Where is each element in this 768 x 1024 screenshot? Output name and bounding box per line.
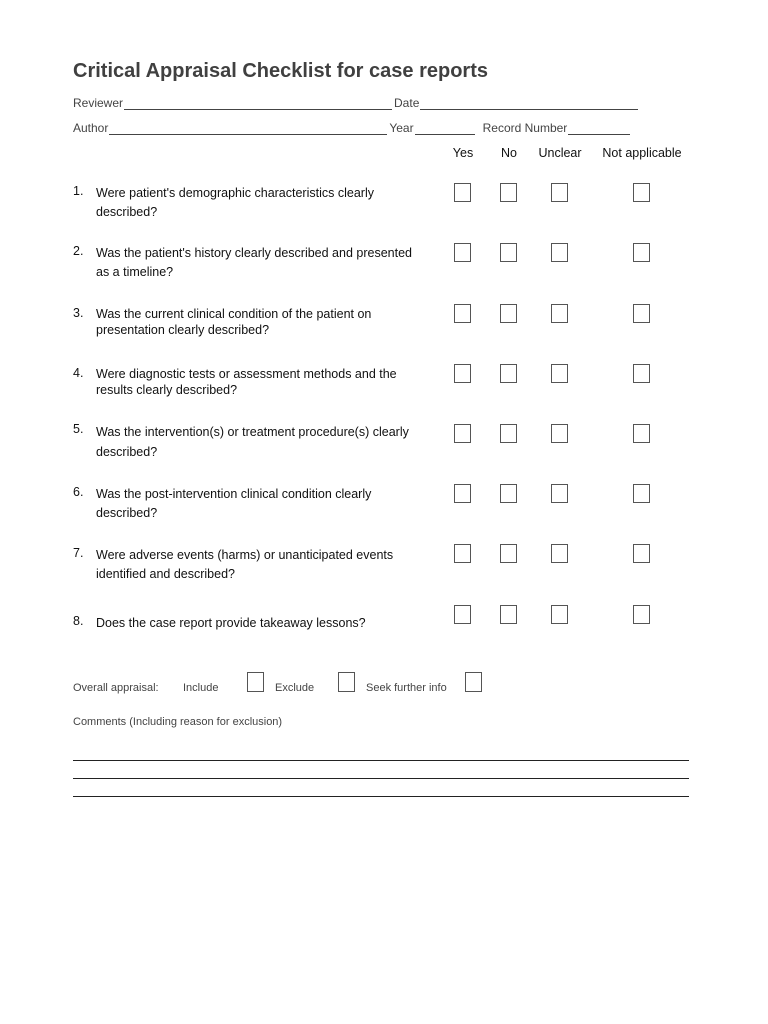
exclude-checkbox[interactable] bbox=[338, 672, 355, 692]
question-text: Were diagnostic tests or assessment methods and the results clearly described? bbox=[96, 367, 397, 397]
include-checkbox[interactable] bbox=[247, 672, 264, 692]
comment-line-3[interactable] bbox=[73, 796, 689, 797]
comments-label: Comments (Including reason for exclusion) bbox=[73, 716, 283, 728]
checkbox-yes[interactable] bbox=[454, 364, 471, 383]
date-field[interactable] bbox=[420, 98, 638, 110]
checkbox-not-applicable[interactable] bbox=[633, 304, 650, 323]
question-number: 7. bbox=[73, 546, 84, 560]
column-header-yes: Yes bbox=[452, 146, 474, 160]
include-label: Include bbox=[183, 682, 219, 694]
reviewer-date-row bbox=[73, 96, 640, 110]
question-text: Were adverse events (harms) or unanticipated events identified and described? bbox=[96, 548, 394, 581]
checkbox-not-applicable[interactable] bbox=[633, 364, 650, 383]
checkbox-yes[interactable] bbox=[454, 243, 471, 262]
column-header-no: No bbox=[501, 146, 517, 160]
checkbox-not-applicable[interactable] bbox=[633, 544, 650, 563]
checkbox-unclear[interactable] bbox=[551, 183, 568, 202]
page-title: Critical Appraisal Checklist for case reports bbox=[73, 60, 488, 82]
checkbox-yes[interactable] bbox=[454, 484, 471, 503]
checkbox-yes[interactable] bbox=[454, 424, 471, 443]
question-text: Was the current clinical condition of the patient on presentation clearly described? bbox=[96, 307, 372, 337]
checkbox-no[interactable] bbox=[500, 484, 517, 503]
question-text: Was the patient's history clearly described and presented as a timeline? bbox=[96, 246, 412, 279]
checkbox-yes[interactable] bbox=[454, 183, 471, 202]
year-label: Year bbox=[389, 121, 414, 135]
checkbox-unclear[interactable] bbox=[551, 424, 568, 443]
checkbox-no[interactable] bbox=[500, 183, 517, 202]
author-label: Author bbox=[73, 121, 109, 135]
checkbox-no[interactable] bbox=[500, 364, 517, 383]
record-number-label: Record Number bbox=[482, 121, 568, 135]
seek-further-info-label: Seek further info bbox=[366, 682, 447, 694]
question-number: 3. bbox=[73, 306, 84, 320]
question-number: 8. bbox=[73, 614, 84, 628]
checkbox-no[interactable] bbox=[500, 605, 517, 624]
question-text: Does the case report provide takeaway lessons? bbox=[96, 616, 366, 630]
checkbox-no[interactable] bbox=[500, 243, 517, 262]
overall-appraisal-label: Overall appraisal: bbox=[73, 682, 159, 694]
checkbox-not-applicable[interactable] bbox=[633, 605, 650, 624]
question-text: Was the intervention(s) or treatment procedure(s) clearly described? bbox=[96, 425, 409, 459]
checkbox-unclear[interactable] bbox=[551, 304, 568, 323]
checkbox-unclear[interactable] bbox=[551, 364, 568, 383]
checkbox-no[interactable] bbox=[500, 424, 517, 443]
question-number: 6. bbox=[73, 485, 84, 499]
record-number-field[interactable] bbox=[568, 123, 630, 135]
checkbox-no[interactable] bbox=[500, 544, 517, 563]
reviewer-label: Reviewer bbox=[73, 96, 124, 110]
checkbox-not-applicable[interactable] bbox=[633, 484, 650, 503]
checkbox-no[interactable] bbox=[500, 304, 517, 323]
checkbox-unclear[interactable] bbox=[551, 243, 568, 262]
checkbox-not-applicable[interactable] bbox=[633, 243, 650, 262]
question-text: Was the post-intervention clinical condition clearly described? bbox=[96, 487, 372, 520]
reviewer-field[interactable] bbox=[124, 98, 392, 110]
question-number: 4. bbox=[73, 366, 84, 380]
checkbox-not-applicable[interactable] bbox=[633, 424, 650, 443]
author-field[interactable] bbox=[109, 123, 387, 135]
question-text: Were patient's demographic characteristics clearly described? bbox=[96, 186, 374, 219]
checkbox-not-applicable[interactable] bbox=[633, 183, 650, 202]
column-header-not-applicable: Not applicable bbox=[602, 146, 682, 160]
exclude-label: Exclude bbox=[275, 682, 315, 694]
checkbox-unclear[interactable] bbox=[551, 484, 568, 503]
comment-line-2[interactable] bbox=[73, 778, 689, 779]
checkbox-yes[interactable] bbox=[454, 304, 471, 323]
checkbox-yes[interactable] bbox=[454, 544, 471, 563]
question-number: 1. bbox=[73, 184, 84, 198]
seek-further-info-checkbox[interactable] bbox=[465, 672, 482, 692]
question-number: 5. bbox=[73, 422, 84, 436]
year-field[interactable] bbox=[415, 123, 475, 135]
checkbox-unclear[interactable] bbox=[551, 605, 568, 624]
date-label: Date bbox=[394, 96, 420, 110]
question-number: 2. bbox=[73, 244, 84, 258]
author-year-record-row bbox=[73, 121, 632, 135]
checkbox-yes[interactable] bbox=[454, 605, 471, 624]
checkbox-unclear[interactable] bbox=[551, 544, 568, 563]
column-header-unclear: Unclear bbox=[538, 146, 582, 160]
comment-line-1[interactable] bbox=[73, 760, 689, 761]
